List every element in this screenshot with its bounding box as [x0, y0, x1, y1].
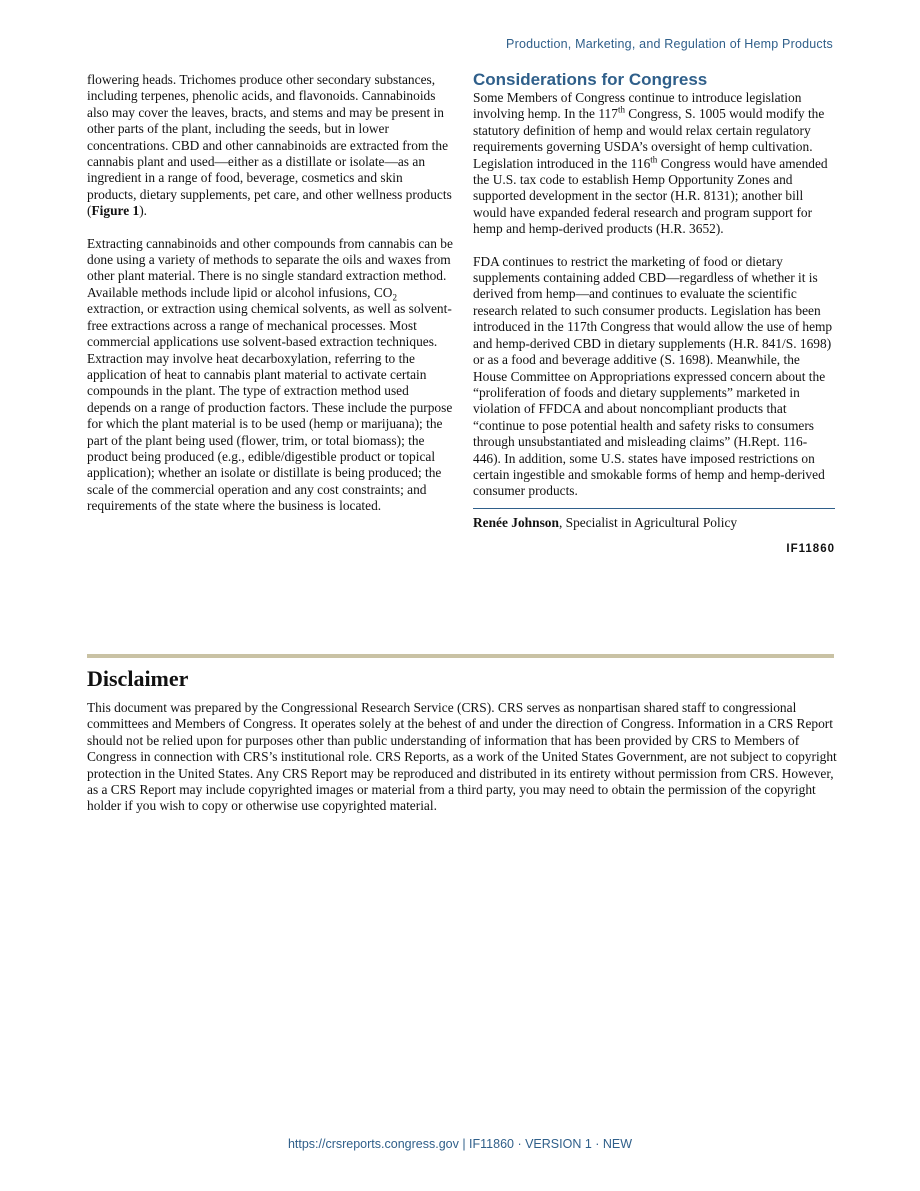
- author-name: Renée Johnson: [473, 514, 559, 530]
- disclaimer-text: This document was prepared by the Congressional Research Service (CRS). CRS serves as nonpartisan shared staff to congressional committees and Members of Congress. It operates solely at the behest of and under the direction of Congress. Information in a CRS Report should not be relied upon for purposes other than public understanding of information that has been provided by CRS to Members of Congress in connection with CRS’s institutional role. CRS Reports, as a work of the United States Government, are not subject to copyright protection in the United States. Any CRS Report may be reproduced and distributed in its entirety without permission from CRS. However, as a CRS Report may include copyrighted images or material from a third party, you may need to obtain the permission of the copyright holder if you wish to copy or otherwise use copyrighted material.: [87, 700, 837, 814]
- left-column: [87, 72, 453, 531]
- running-header: Production, Marketing, and Regulation of Hemp Products: [506, 37, 833, 51]
- paragraph-text: Some Members of Congress continue to introduce legislation involving hemp. In the 117: [473, 90, 802, 122]
- paragraph-fda: FDA continues to restrict the marketing of food or dietary supplements containing added CBD—regardless of whether it is derived from hemp—and continues to evaluate the scientific research related to such consumer products. Legislation has been introduced in the 117th Congress that would allow the use of hemp and hemp-derived CBD in dietary supplements (H.R. 841/S. 1698) or as a food and beverage additive (S. 1698). Meanwhile, the House Committee on Appropriations expressed concern about the “proliferation of foods and dietary supplements” marketed in violation of FFDCA and about noncompliant products that “continue to pose potential health and safety risks to consumers through unsubstantiated and misleading claims” (H.Rept. 116-446). In addition, some U.S. states have imposed restrictions on certain ingestible and smokable forms of hemp and hemp-derived consumer products.: [473, 253, 833, 499]
- figure-reference: Figure 1: [91, 203, 140, 219]
- paragraph-text: extraction, or extraction using chemical solvents, as well as solvent-free extractions across a range of mechanical processes. Most commercial applications use solvent-based extraction techniques. Extraction may involve heat decarboxylation, referring to the application of heat to cannabis plant material to activate certain compounds in the plant. The type of extraction method used depends on a range of production factors. These include the purpose for which the plant material is to be used (hemp or marijuana); the part of the plant being used (flower, trim, or total biomass); the product being produced (e.g., edible/digestible product or topical application); whether an isolate or distillate is being produced; the scale of the commercial operation and any cost constraints; and requirements of the state where the business is located.: [87, 301, 453, 514]
- subscript: 2: [392, 292, 397, 303]
- paragraph-text: Extracting cannabinoids and other compounds from cannabis can be done using a variety of methods to separate the oils and waxes from other plant material. There is no single standard extraction method. Available methods include lipid or alcohol infusions, CO: [87, 235, 453, 300]
- paragraph-text: ).: [139, 203, 148, 219]
- superscript: th: [650, 154, 658, 165]
- superscript: th: [617, 104, 625, 115]
- paragraph-extraction: [87, 236, 453, 515]
- paragraph-legislation: [473, 90, 835, 238]
- document-id: IF11860: [786, 543, 835, 556]
- footer-link[interactable]: https://crsreports.congress.gov | IF11860 · VERSION 1 · NEW: [287, 1137, 633, 1151]
- author-line: [473, 515, 835, 531]
- disclaimer-title: Disclaimer: [87, 666, 189, 691]
- section-title: Considerations for Congress: [473, 70, 708, 89]
- paragraph-text: Congress would have amended the U.S. tax code to establish Hemp Opportunity Zones and supported development in the sector (H.R. 8131); another bill would have expanded federal research and program support for hemp and hemp-derived products (H.R. 3652).: [473, 155, 828, 237]
- right-column: [473, 70, 835, 558]
- paragraph-text: flowering heads. Trichomes produce other secondary substances, including terpenes, phenolic acids, and flavonoids. Cannabinoids also may cover the leaves, bracts, and stems and may be present in other parts of the plant, including the seeds, but in lower concentrations. CBD and other cannabinoids are extracted from the cannabis plant and used—either as a distillate or isolate—as an ingredient in a range of food, beverage, cosmetics and skin products, dietary supplements, pet care, and other wellness products (: [87, 72, 452, 219]
- paragraph-cannabinoids: [87, 72, 453, 220]
- paragraph-text: Congress, S. 1005 would modify the statutory definition of hemp and would relax certain regulatory requirements governing USDA’s oversight of hemp cultivation. Legislation introduced in the 116: [473, 106, 825, 171]
- author-title: , Specialist in Agricultural Policy: [558, 514, 738, 530]
- author-divider: [473, 508, 835, 509]
- disclaimer-divider: [87, 654, 834, 658]
